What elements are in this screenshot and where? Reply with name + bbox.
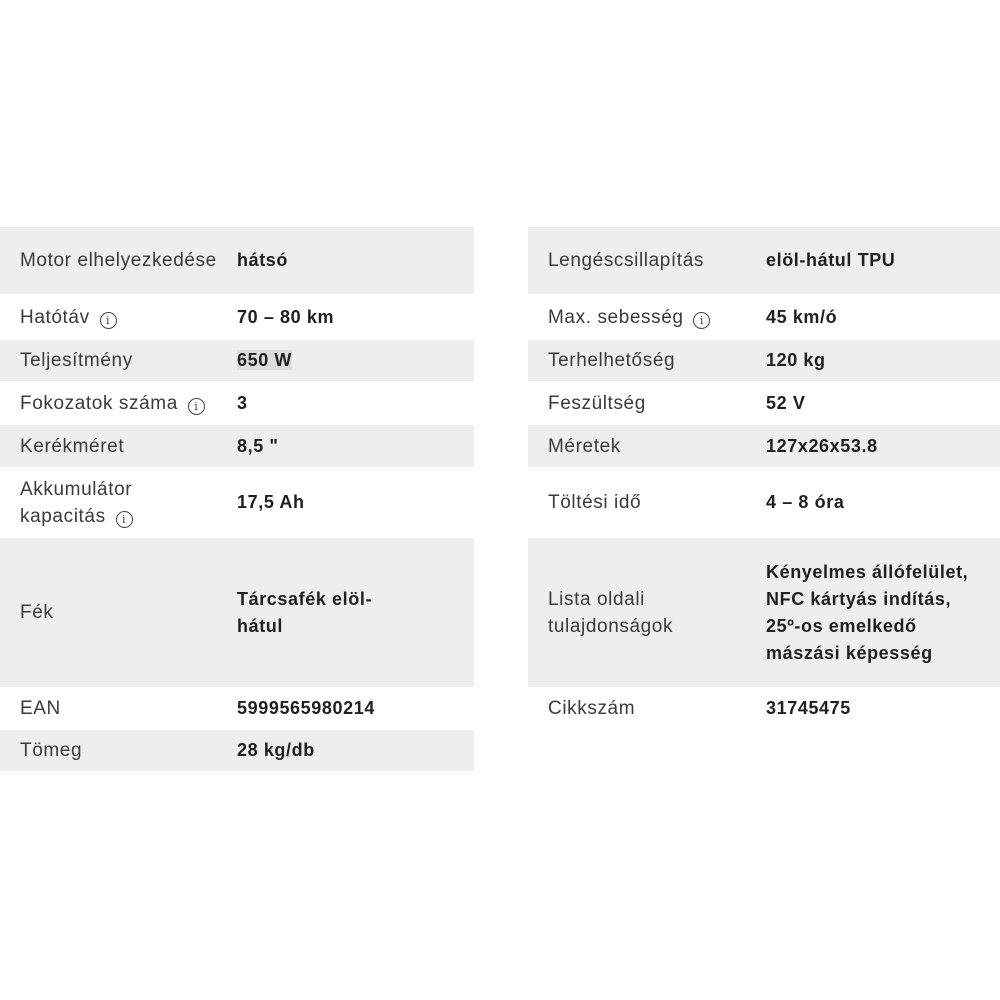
spec-row-ean (0, 688, 474, 730)
spec-value: 45 km/ó (766, 306, 838, 327)
spec-row-dimensions (528, 425, 1000, 468)
info-circle-icon[interactable]: i (693, 312, 710, 329)
spec-table-right (528, 227, 1000, 730)
spec-label: Feszültség (548, 392, 646, 414)
spec-row-power (0, 340, 474, 382)
spec-value: hátsó (237, 250, 289, 270)
spec-row-charging-time (528, 468, 1000, 538)
spec-label: Cikkszám (548, 698, 636, 719)
spec-row-list-features (528, 538, 1000, 688)
spec-row-motor-position (0, 227, 474, 295)
info-circle-icon[interactable]: i (188, 398, 205, 415)
spec-row-item-number (528, 688, 1000, 730)
spec-value: elöl-hátul TPU (766, 250, 896, 270)
spec-row-voltage (528, 382, 1000, 425)
spec-label: Tömeg (20, 740, 83, 761)
info-circle-icon[interactable]: i (116, 511, 133, 528)
spec-label: Töltési idő (548, 492, 642, 513)
spec-value: 4 – 8 óra (766, 492, 845, 512)
spec-label: Teljesítmény (20, 350, 133, 371)
spec-value: 28 kg/db (237, 740, 315, 760)
spec-label: Terhelhetőség (548, 350, 676, 371)
spec-value: 8,5 " (237, 435, 279, 456)
spec-value: 5999565980214 (237, 698, 375, 718)
spec-label: Hatótáv i (0, 304, 237, 331)
spec-value: 127x26x53.8 (766, 435, 878, 456)
spec-row-battery (0, 468, 474, 538)
spec-value: 31745475 (766, 698, 851, 718)
spec-label: Akkumulátor kapacitás i (20, 478, 133, 527)
spec-label: Fokozatok száma i (0, 390, 237, 417)
spec-row-suspension (528, 227, 1000, 295)
spec-label: Max. sebesség i (528, 304, 766, 331)
spec-label: Fék (20, 602, 54, 623)
spec-label: Motor elhelyezkedése (20, 250, 217, 271)
spec-label: EAN (20, 698, 61, 719)
spec-label: Méretek (548, 435, 621, 457)
spec-table-left (0, 227, 474, 772)
spec-row-wheel-size (0, 425, 474, 468)
spec-row-brake (0, 538, 474, 688)
spec-value: 17,5 Ah (237, 492, 305, 512)
spec-value-text: 650 W (237, 350, 293, 370)
spec-value (237, 347, 474, 374)
info-circle-icon[interactable]: i (100, 312, 117, 329)
spec-row-range (0, 295, 474, 340)
spec-label: Kerékméret (20, 435, 125, 457)
spec-value: 3 (237, 392, 248, 413)
spec-row-gears (0, 382, 474, 425)
spec-value: 120 kg (766, 350, 826, 370)
spec-label: Lista oldali tulajdonságok (548, 588, 674, 637)
spec-label: Lengéscsillapítás (548, 250, 704, 271)
spec-row-weight (0, 730, 474, 772)
spec-row-load-capacity (528, 340, 1000, 382)
spec-value: 70 – 80 km (237, 306, 335, 327)
spec-value: Kényelmes állófelület, NFC kártyás indítás, 25º-os emelkedő mászási képesség (766, 561, 969, 663)
spec-value: Tárcsafék elöl-hátul (237, 588, 373, 636)
spec-value: 52 V (766, 392, 806, 413)
spec-row-max-speed (528, 295, 1000, 340)
